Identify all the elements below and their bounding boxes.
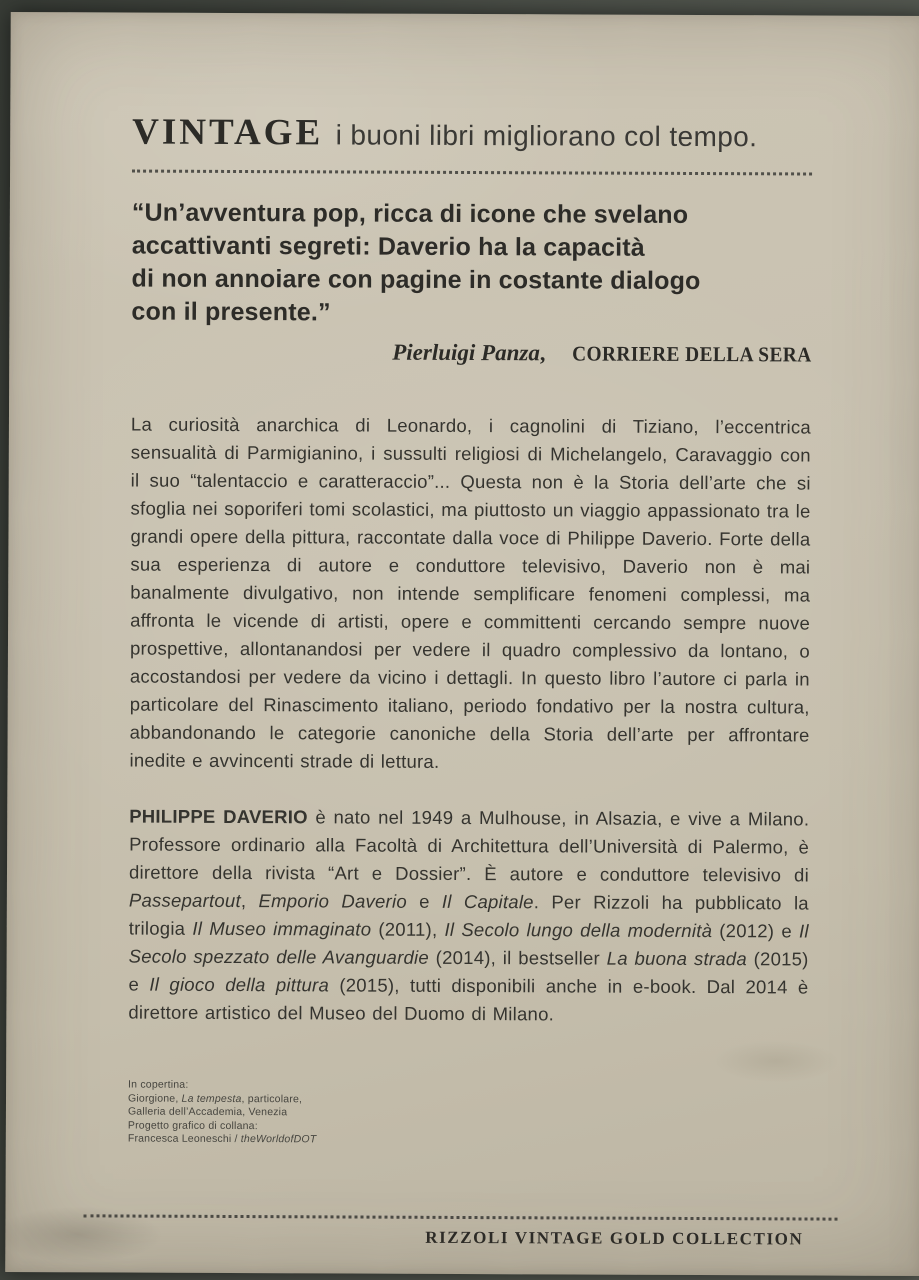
header-divider [132, 170, 812, 176]
footer [83, 1214, 837, 1249]
brand-tagline: i buoni libri migliorano col tempo. [335, 119, 758, 153]
reviewer-name: Pierluigi Panza [392, 339, 540, 366]
cover-credits: In copertina: Giorgione, La tempesta, particolare, Galleria dell’Accademia, Venezia Progetto grafico di collana: Francesca Leoneschi / theWorldofDOT [127, 1078, 317, 1146]
pull-quote: “Un’avventura pop, ricca di icone che svelano accattivanti segreti: Daverio ha la capacità di non annoiare con pagine in costante dialogo con il presente.” [131, 198, 701, 327]
quote-attribution [131, 339, 811, 368]
cover-content [128, 13, 813, 1149]
book-description: La curiosità anarchica di Leonardo, i cagnolini di Tiziano, l’eccentrica sensualità di Parmigianino, i sussulti religiosi di Michelangelo, Caravaggio con il suo “talentaccio e caratteraccio”... Questa non è la Storia dell’arte che si sfoglia nei soporiferi tomi scolastici, ma piuttosto un viaggio appassionato tra le grandi opere della pittura, raccontate dalla voce di Philippe Daverio. Forte della sua esperienza di autore e conduttore televisivo, Daverio non è mai banalmente divulgativo, non intende semplificare fenomeni complessi, ma affronta le vicende di artisti, opere e committenti cercando sempre nuove prospettive, allontanandosi per vedere il quadro complessivo da lontano, o accostandosi per vedere da vicino i dettagli. In questo libro l’autore ci parla in particolare del Rinascimento italiano, periodo fondativo per la nostra cultura, abbandonando le categorie canoniche della Storia dell’arte per affrontare inedite e avvincenti strade di lettura. [129, 413, 811, 772]
attribution-separator: , [539, 340, 551, 366]
author-bio: PHILIPPE DAVERIO è nato nel 1949 a Mulhouse, in Alsazia, e vive a Milano. Professore ordinario alla Facoltà di Architettura dell’Università di Palermo, è direttore della rivista “Art e Dossier”. È autore e conduttore televisivo di Passepartout, Emporio Daverio e Il Capitale. Per Rizzoli ha pubblicato la trilogia Il Museo immaginato (2011), Il Secolo lungo della modernità (2012) e Il Secolo spezzato delle Avanguardie (2014), il bestseller La buona strada (2015) e Il gioco della pittura (2015), tutti disponibili anche in e-book. Dal 2014 è direttore artistico del Museo del Duomo di Milano. [128, 805, 810, 1025]
newspaper-logo: CORRIERE DELLA SERA [571, 341, 812, 367]
brand-wordmark: VINTAGE [132, 111, 324, 154]
header [132, 13, 813, 157]
book-back-cover [5, 12, 919, 1276]
footer-divider [83, 1214, 837, 1220]
collection-label: RIZZOLI VINTAGE GOLD COLLECTION [425, 1227, 804, 1249]
